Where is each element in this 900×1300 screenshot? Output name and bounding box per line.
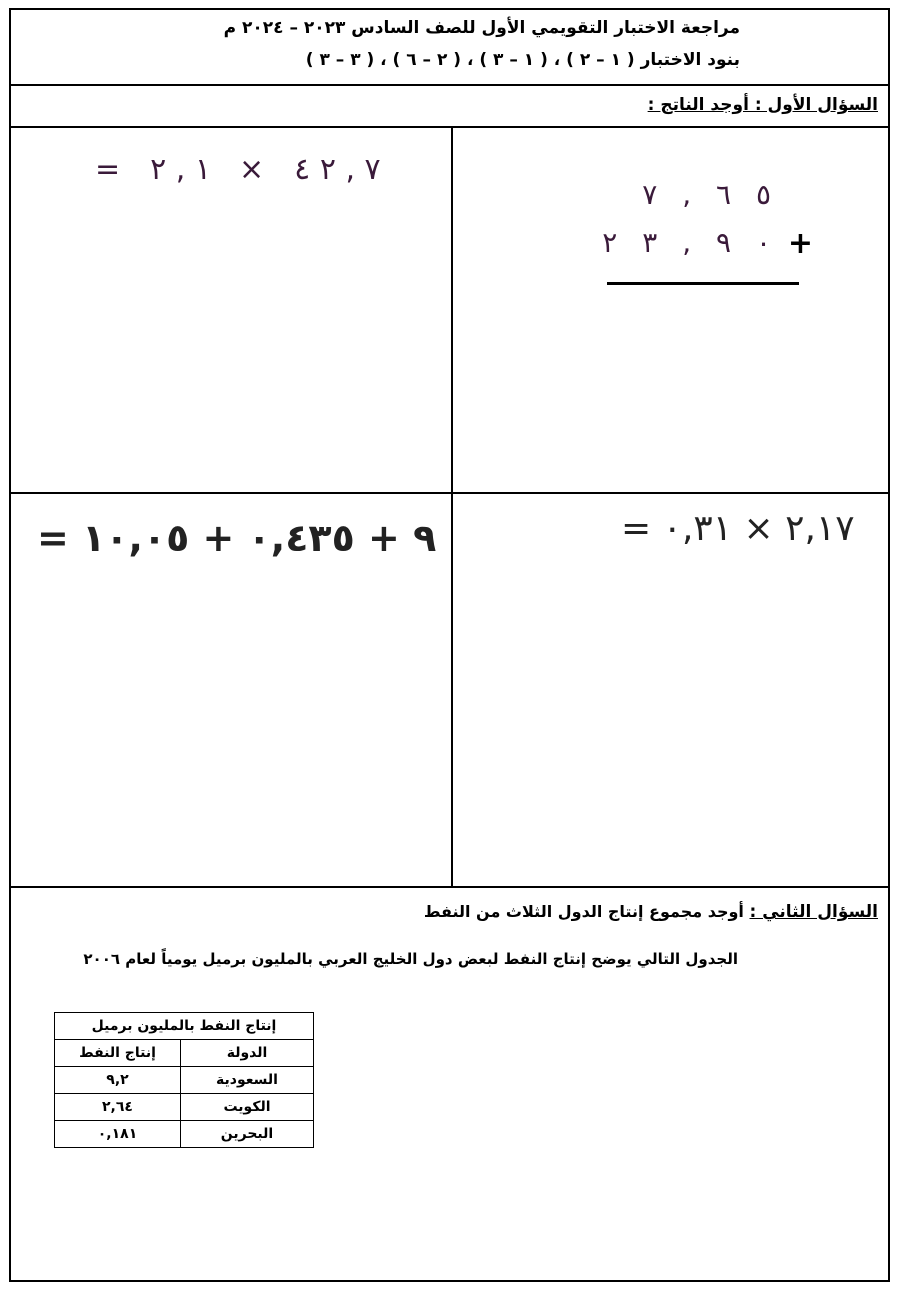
table-row: [55, 1094, 314, 1121]
operand-first: ٧ , ٢ ٤: [294, 152, 381, 187]
times-sign: ×: [239, 152, 267, 187]
question1-grid: [11, 128, 888, 888]
production-cell: ٠,١٨١: [55, 1121, 181, 1148]
sum-line: [607, 282, 799, 285]
addition-row-2: ٠ ٩ , ٣ ٢: [602, 226, 771, 259]
question2-label: السؤال الثاني :: [749, 902, 878, 922]
column-header-production: إنتاج النفط: [55, 1040, 181, 1067]
grid-horizontal-divider: [11, 492, 888, 494]
question2-title: [424, 902, 878, 922]
table-caption: إنتاج النفط بالمليون برميل: [55, 1013, 314, 1040]
country-cell: الكويت: [181, 1094, 314, 1121]
column-header-country: الدولة: [181, 1040, 314, 1067]
question1-title: السؤال الأول : أوجد الناتج :: [647, 95, 878, 115]
grid-vertical-divider: [451, 128, 453, 888]
country-cell: السعودية: [181, 1067, 314, 1094]
addition-problem-c: ٩ + ٠,٤٣٥ + ١٠,٠٥ =: [37, 516, 437, 560]
country-cell: البحرين: [181, 1121, 314, 1148]
multiplication-problem-d: ٢,١٧ × ٠,٣١ =: [621, 508, 855, 549]
question2-description: الجدول التالي يوضح إنتاج النفط لبعض دول الخليج العربي بالمليون برميل يومياً لعام ٢٠٠٦: [83, 950, 738, 968]
addition-problem: [601, 168, 813, 298]
worksheet: [9, 8, 890, 1282]
operand-left: ١ , ٢: [150, 152, 211, 187]
header-test-items: بنود الاختبار ( ١ – ٢ ) ، ( ١ – ٣ ) ، ( ٢ – ٦ ) ، ( ٣ – ٣ ): [305, 50, 740, 70]
header-title: مراجعة الاختبار التقويمي الأول للصف السادس ٢٠٢٣ – ٢٠٢٤ م: [223, 18, 740, 38]
operand-right: =: [95, 152, 123, 187]
question1-title-row: [11, 86, 888, 128]
table-row: [55, 1067, 314, 1094]
addition-row-1: ٥ ٦ , ٧: [642, 178, 771, 211]
production-cell: ٩,٢: [55, 1067, 181, 1094]
question2-section: [11, 888, 888, 1280]
worksheet-header: [11, 10, 888, 86]
table-row: [55, 1121, 314, 1148]
oil-production-table: [54, 1012, 314, 1148]
plus-sign: +: [787, 226, 813, 261]
question2-instruction: أوجد مجموع إنتاج الدول الثلاث من النفط: [423, 902, 744, 921]
multiplication-problem-a: [81, 152, 395, 187]
production-cell: ٢,٦٤: [55, 1094, 181, 1121]
